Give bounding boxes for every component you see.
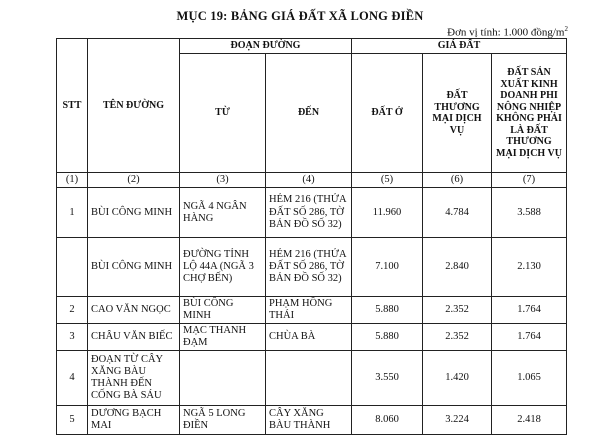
header-doan-duong: ĐOẠN ĐƯỜNG — [180, 39, 352, 54]
cell-dat-o: 7.100 — [352, 238, 423, 297]
cell-dat-sxkd: 1.065 — [492, 351, 567, 406]
cell-stt — [57, 238, 88, 297]
cell-dat-tmdv: 2.840 — [423, 238, 492, 297]
cell-tu: BÙI CÔNG MINH — [180, 297, 266, 324]
cell-dat-sxkd: 2.130 — [492, 238, 567, 297]
cell-dat-o: 8.060 — [352, 406, 423, 435]
header-ten-duong: TÊN ĐƯỜNG — [88, 39, 180, 173]
cell-den: HẺM 216 (THỬA ĐẤT SỐ 286, TỜ BẢN ĐỒ SỐ 32) — [266, 188, 352, 238]
header-tu: TỪ — [180, 54, 266, 173]
cell-dat-sxkd: 1.764 — [492, 324, 567, 351]
cell-dat-tmdv: 2.352 — [423, 297, 492, 324]
page-title: MỤC 19: BẢNG GIÁ ĐẤT XÃ LONG ĐIỀN — [176, 9, 424, 23]
cell-den: PHẠM HỒNG THÁI — [266, 297, 352, 324]
cell-ten-duong: CHÂU VĂN BIẾC — [88, 324, 180, 351]
cell-ten-duong: ĐOẠN TỪ CÂY XĂNG BÀU THÀNH ĐẾN CỐNG BÀ SÁU — [88, 351, 180, 406]
cell-tu: NGÃ 5 LONG ĐIỀN — [180, 406, 266, 435]
cell-dat-tmdv: 3.224 — [423, 406, 492, 435]
cell-dat-tmdv: 4.784 — [423, 188, 492, 238]
cell-dat-tmdv: 1.420 — [423, 351, 492, 406]
cell-ten-duong: CAO VĂN NGỌC — [88, 297, 180, 324]
cell-dat-sxkd: 2.418 — [492, 406, 567, 435]
header-gia-dat: GIÁ ĐẤT — [352, 39, 567, 54]
header-row-top — [57, 39, 567, 54]
cell-stt: 5 — [57, 406, 88, 435]
cell-tu: NGÃ 4 NGÂN HÀNG — [180, 188, 266, 238]
col-index-6: (6) — [423, 173, 492, 188]
col-index-1: (1) — [57, 173, 88, 188]
header-dat-o: ĐẤT Ở — [352, 54, 423, 173]
header-den: ĐẾN — [266, 54, 352, 173]
cell-stt: 1 — [57, 188, 88, 238]
cell-den: HẺM 216 (THỬA ĐẤT SỐ 286, TỜ BẢN ĐỒ SỐ 32) — [266, 238, 352, 297]
cell-den: CÂY XĂNG BÀU THÀNH — [266, 406, 352, 435]
cell-dat-sxkd: 1.764 — [492, 297, 567, 324]
cell-stt: 3 — [57, 324, 88, 351]
table-row — [57, 297, 567, 324]
cell-stt: 2 — [57, 297, 88, 324]
col-index-5: (5) — [352, 173, 423, 188]
cell-dat-o: 3.550 — [352, 351, 423, 406]
col-index-3: (3) — [180, 173, 266, 188]
col-index-7: (7) — [492, 173, 567, 188]
column-index-row — [57, 173, 567, 188]
cell-ten-duong: BÙI CÔNG MINH — [88, 188, 180, 238]
unit-text: Đơn vị tính: 1.000 đồng/m — [447, 26, 565, 39]
cell-tu — [180, 351, 266, 406]
cell-dat-sxkd: 3.588 — [492, 188, 567, 238]
cell-dat-o: 11.960 — [352, 188, 423, 238]
cell-dat-o: 5.880 — [352, 324, 423, 351]
cell-ten-duong: DƯƠNG BẠCH MAI — [88, 406, 180, 435]
land-price-table — [56, 38, 567, 435]
table-row — [57, 188, 567, 238]
cell-dat-tmdv: 2.352 — [423, 324, 492, 351]
cell-tu: MẠC THANH ĐẠM — [180, 324, 266, 351]
table-row — [57, 324, 567, 351]
table-row — [57, 351, 567, 406]
header-dat-sxkd: ĐẤT SẢN XUẤT KINH DOANH PHI NÔNG NHIỆP KHÔNG PHẢI LÀ ĐẤT THƯƠNG MẠI DỊCH VỤ — [492, 54, 567, 173]
col-index-2: (2) — [88, 173, 180, 188]
cell-den — [266, 351, 352, 406]
header-stt: STT — [57, 39, 88, 173]
cell-ten-duong: BÙI CÔNG MINH — [88, 238, 180, 297]
unit-note — [447, 25, 568, 39]
cell-stt: 4 — [57, 351, 88, 406]
cell-den: CHÙA BÀ — [266, 324, 352, 351]
col-index-4: (4) — [266, 173, 352, 188]
unit-superscript: 2 — [564, 25, 568, 33]
cell-tu: ĐƯỜNG TỈNH LỘ 44A (NGÃ 3 CHỢ BẾN) — [180, 238, 266, 297]
table-row — [57, 238, 567, 297]
cell-dat-o: 5.880 — [352, 297, 423, 324]
header-dat-tmdv: ĐẤT THƯƠNG MẠI DỊCH VỤ — [423, 54, 492, 173]
table-row — [57, 406, 567, 435]
